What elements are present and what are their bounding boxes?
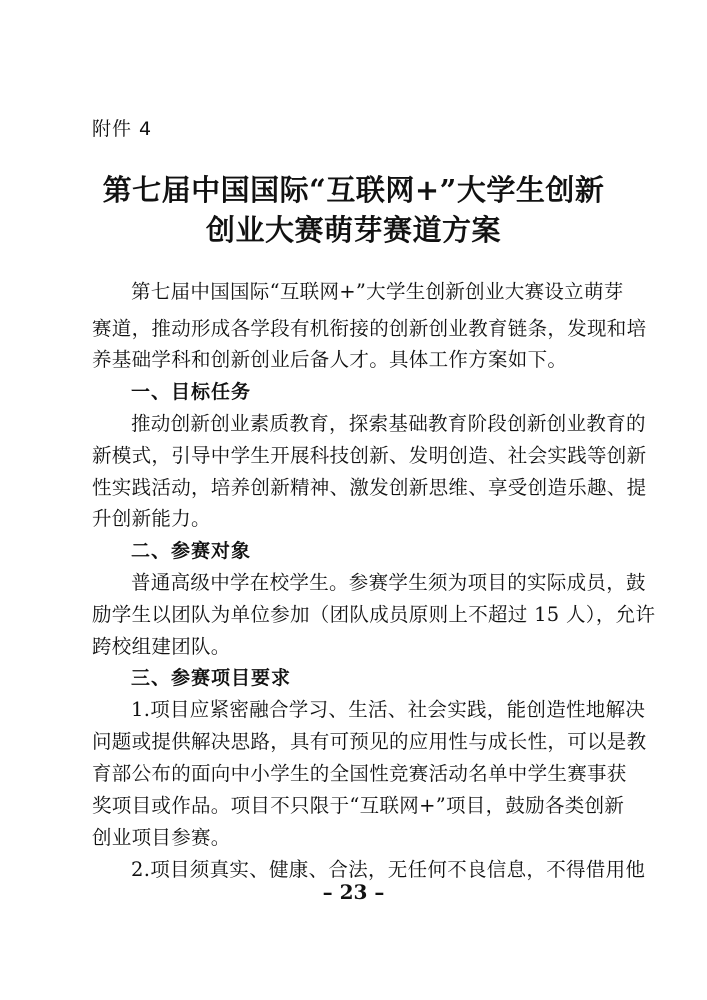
section3-item1-line-4: 奖项目或作品。项目不只限于“互联网+”项目，鼓励各类创新	[92, 794, 625, 817]
section1-line-1: 推动创新创业素质教育，探索基础教育阶段创新创业教育的	[131, 412, 646, 435]
section3-item1-line-2: 问题或提供解决思路，具有可预见的应用性与成长性，可以是教	[92, 730, 647, 753]
intro-line-2: 赛道，推动形成各学段有机衔接的创新创业教育链条，发现和培	[92, 317, 647, 340]
section3-item1-line-1: 1.项目应紧密融合学习、生活、社会实践，能创造性地解决	[131, 698, 646, 721]
section3-item1-line-5: 创业项目参赛。	[92, 826, 231, 849]
document-title-line-2: 创业大赛萌芽赛道方案	[205, 213, 501, 247]
section1-line-2: 新模式，引导中学生开展科技创新、发明创造、社会实践等创新	[92, 444, 647, 467]
section3-item2-line-1: 2.项目须真实、健康、合法，无任何不良信息，不得借用他	[131, 858, 646, 881]
section-heading-project-requirements: 三、参赛项目要求	[131, 667, 292, 689]
section3-item1-line-3: 育部公布的面向中小学生的全国性竞赛活动名单中学生赛事获	[92, 762, 627, 785]
section2-line-3: 跨校组建团队。	[92, 635, 231, 658]
section1-line-3: 性实践活动，培养创新精神、激发创新思维、享受创造乐趣、提	[92, 476, 647, 499]
attachment-label: 附件 4	[92, 118, 153, 140]
section2-line-1: 普通高级中学在校学生。参赛学生须为项目的实际成员，鼓	[131, 571, 646, 594]
section2-line-2: 励学生以团队为单位参加（团队成员原则上不超过 15 人），允许	[92, 603, 656, 626]
intro-line-1: 第七届中国国际“互联网+”大学生创新创业大赛设立萌芽	[131, 280, 624, 303]
section1-line-4: 升创新能力。	[92, 507, 211, 530]
page-number: – 23 –	[322, 880, 385, 904]
section-heading-goals: 一、目标任务	[131, 381, 252, 403]
document-title-line-1: 第七届中国国际“互联网+”大学生创新	[102, 173, 605, 207]
intro-line-3: 养基础学科和创新创业后备人才。具体工作方案如下。	[92, 348, 568, 371]
section-heading-participants: 二、参赛对象	[131, 540, 252, 562]
